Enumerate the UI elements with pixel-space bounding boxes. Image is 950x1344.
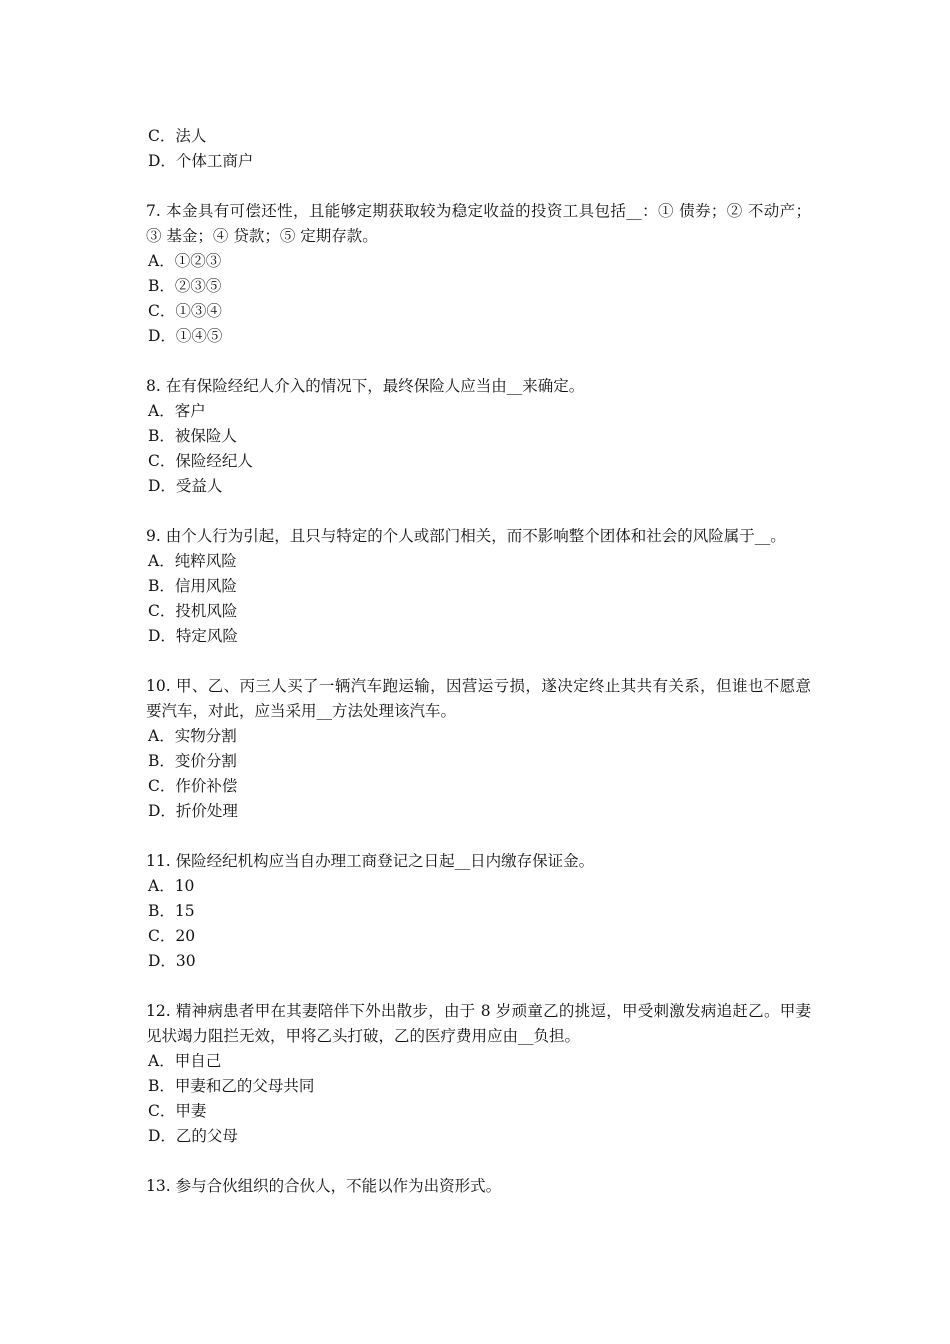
top-options (146, 124, 811, 174)
option-d: D．个体工商户 (148, 152, 254, 170)
option-c: C．作价补偿 (148, 777, 238, 795)
option-c: C．保险经纪人 (148, 452, 253, 470)
option-b: B．信用风险 (148, 577, 237, 595)
option-b: B．变价分割 (148, 752, 237, 770)
question-text: 11. 保险经纪机构应当自办理工商登记之日起__日内缴存保证金。 (146, 852, 595, 870)
question-10 (146, 674, 811, 824)
question-13 (146, 1174, 811, 1199)
spacer (146, 824, 811, 849)
spacer (146, 499, 811, 524)
question-text: 12. 精神病患者甲在其妻陪伴下外出散步，由于 8 岁顽童乙的挑逗，甲受刺激发病追赶乙。甲妻见状竭力阻拦无效，甲将乙头打破，乙的医疗费用应由__负担。 (146, 1002, 811, 1045)
option-d: D．①④⑤ (148, 327, 223, 345)
question-7 (146, 199, 811, 349)
option-c: C．投机风险 (148, 602, 238, 620)
option-d: D．乙的父母 (148, 1127, 238, 1145)
question-8 (146, 374, 811, 499)
document-page (146, 124, 811, 1199)
question-text: 7. 本金具有可偿还性，且能够定期获取较为稳定收益的投资工具包括__：① 债券；② 不动产；③ 基金；④ 贷款；⑤ 定期存款。 (146, 202, 811, 245)
spacer (146, 174, 811, 199)
spacer (146, 1149, 811, 1174)
option-d: D．30 (148, 952, 196, 970)
option-a: A．①②③ (148, 252, 222, 270)
option-c: C．①③④ (148, 302, 222, 320)
option-a: A．10 (148, 877, 195, 895)
option-b: B．15 (148, 902, 195, 920)
option-a: A．纯粹风险 (148, 552, 237, 570)
spacer (146, 649, 811, 674)
spacer (146, 974, 811, 999)
question-text: 9. 由个人行为引起，且只与特定的个人或部门相关，而不影响整个团体和社会的风险属于__。 (146, 527, 786, 545)
question-text: 13. 参与合伙组织的合伙人，不能以作为出资形式。 (146, 1177, 502, 1195)
question-text: 10. 甲、乙、丙三人买了一辆汽车跑运输，因营运亏损，遂决定终止其共有关系，但谁也不愿意要汽车，对此，应当采用__方法处理该汽车。 (146, 677, 811, 720)
option-d: D．折价处理 (148, 802, 238, 820)
option-c: C．20 (148, 927, 196, 945)
option-c: C．法人 (148, 127, 207, 145)
option-b: B．被保险人 (148, 427, 237, 445)
option-b: B．②③⑤ (148, 277, 222, 295)
question-text: 8. 在有保险经纪人介入的情况下，最终保险人应当由__来确定。 (146, 377, 585, 395)
option-d: D．特定风险 (148, 627, 238, 645)
option-b: B．甲妻和乙的父母共同 (148, 1077, 315, 1095)
question-12 (146, 999, 811, 1149)
option-d: D．受益人 (148, 477, 223, 495)
option-a: A．甲自己 (148, 1052, 222, 1070)
option-a: A．客户 (148, 402, 206, 420)
spacer (146, 349, 811, 374)
question-9 (146, 524, 811, 649)
question-11 (146, 849, 811, 974)
option-a: A．实物分割 (148, 727, 237, 745)
option-c: C．甲妻 (148, 1102, 207, 1120)
